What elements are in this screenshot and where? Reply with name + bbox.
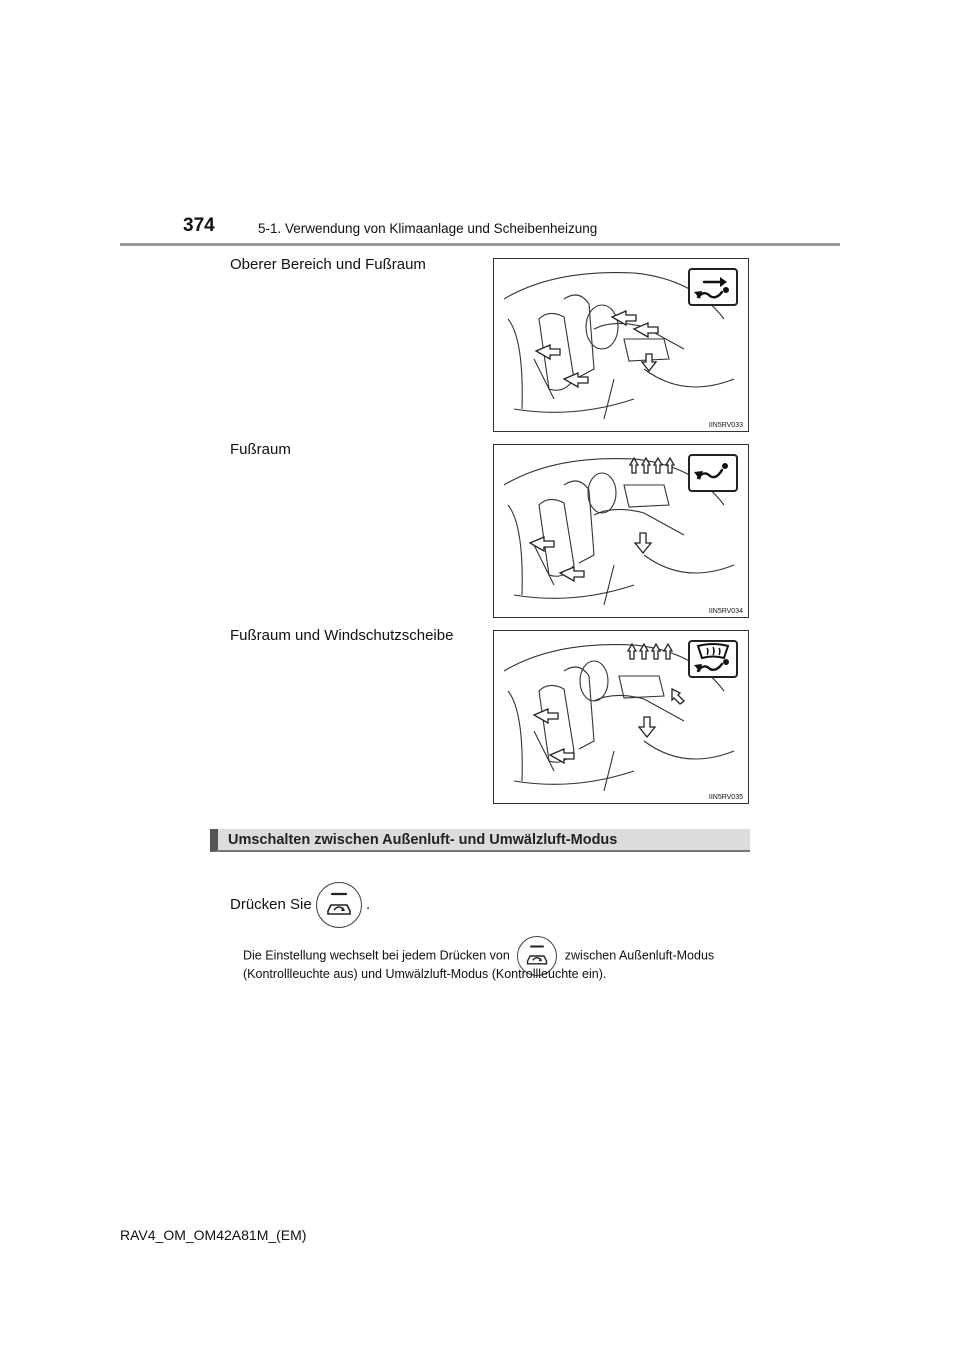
instruction-period: . — [366, 895, 371, 913]
upper-and-feet-airflow-icon — [688, 268, 738, 306]
instruction-text: Drücken Sie — [230, 895, 312, 913]
page-number: 374 — [183, 215, 215, 236]
figure-feet-and-windshield — [493, 630, 749, 804]
figure-upper-and-feet — [493, 258, 749, 432]
instruction-line — [230, 882, 370, 928]
subsection-title: Umschalten zwischen Außenluft- und Umwälzluft-Modus — [228, 832, 618, 848]
figure-code: IIN5RV034 — [708, 608, 743, 615]
figure-feet — [493, 444, 749, 618]
note-line-2: (Kontrollleuchte aus) und Umwälzluft-Modus (Kontrollleuchte ein). — [243, 967, 607, 981]
note-text-after: zwischen Außenluft-Modus — [564, 948, 715, 963]
mode-label-upper-and-feet: Oberer Bereich und Fußraum — [230, 256, 426, 273]
section-title: 5-1. Verwendung von Klimaanlage und Scheibenheizung — [258, 221, 598, 236]
figure-code: IIN5RV035 — [708, 794, 743, 801]
mode-label-feet-and-windshield: Fußraum und Windschutzscheibe — [230, 627, 454, 644]
header-divider — [120, 243, 840, 246]
mode-label-feet: Fußraum — [230, 441, 291, 458]
subsection-heading — [210, 829, 750, 852]
feet-and-windshield-airflow-icon — [688, 640, 738, 678]
footer-document-id: RAV4_OM_OM42A81M_(EM) — [120, 1227, 307, 1243]
note-text-before: Die Einstellung wechselt bei jedem Drücken von — [243, 948, 510, 963]
feet-airflow-icon — [688, 454, 738, 492]
recirculation-button-icon — [316, 882, 362, 928]
figure-code: IIN5RV033 — [708, 422, 743, 429]
